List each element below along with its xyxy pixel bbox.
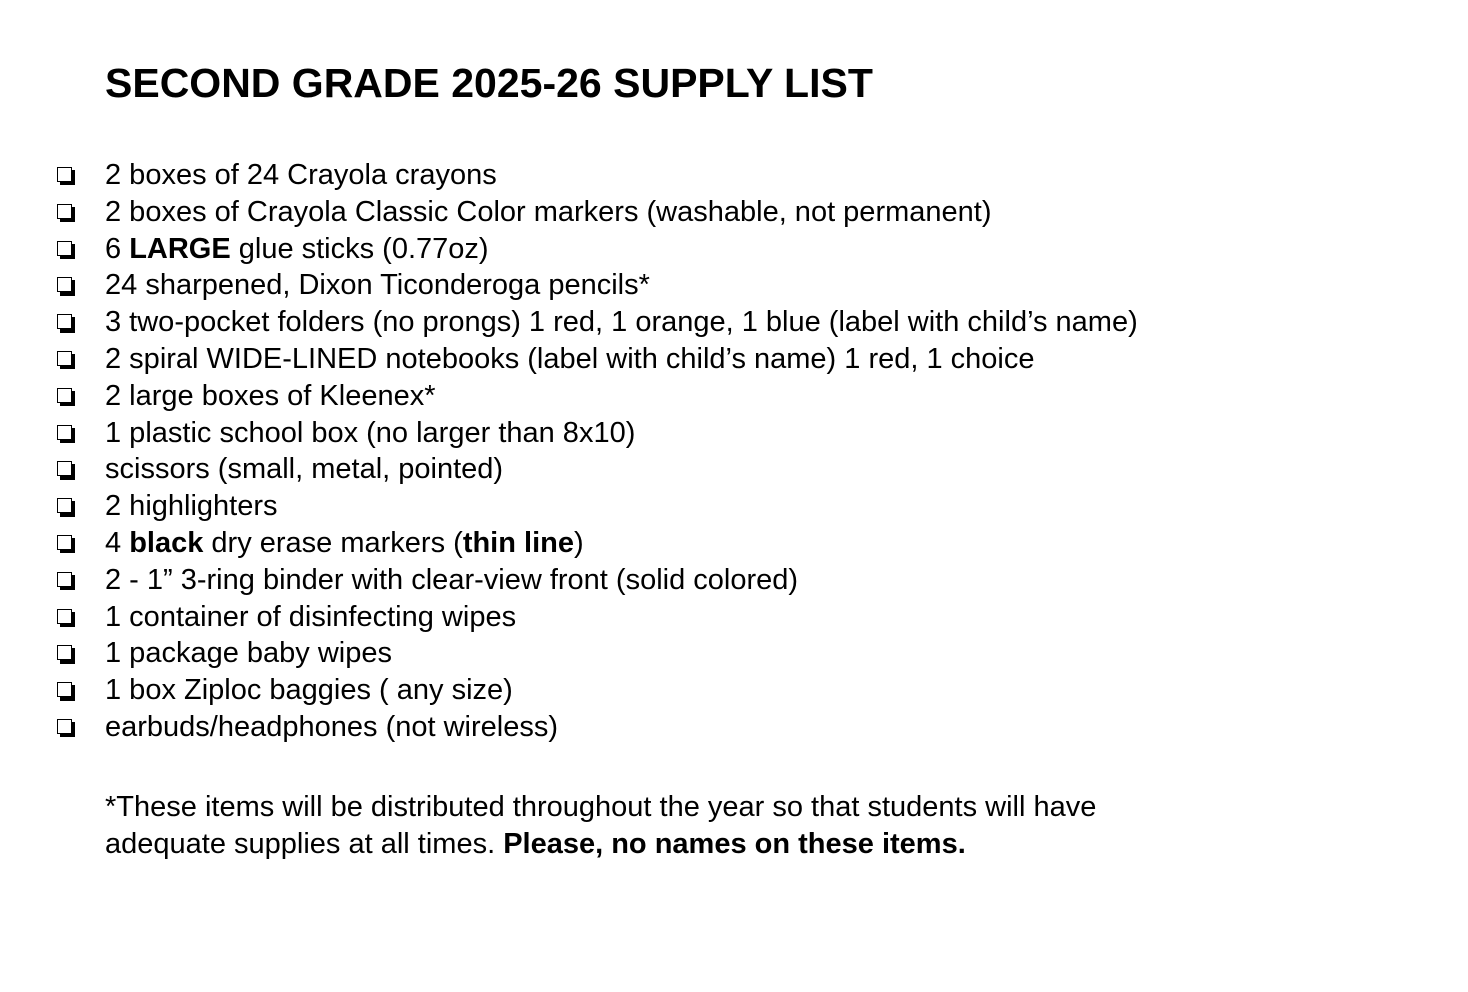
checkbox-icon[interactable] — [57, 167, 77, 187]
checkbox-icon[interactable] — [57, 241, 77, 261]
checklist-item-label — [105, 157, 497, 194]
checkbox-icon[interactable] — [57, 351, 77, 371]
checklist-item-label — [105, 672, 513, 709]
item-text-segment: 2 spiral WIDE-LINED notebooks (label with child’s name) 1 red, 1 choice — [105, 342, 1035, 375]
item-text-segment: glue sticks (0.77oz) — [230, 232, 489, 265]
item-text-segment: 4 — [105, 526, 130, 559]
footnote-line-2-text: adequate supplies at all times. — [105, 828, 504, 860]
item-text-segment: 2 - 1” 3-ring binder with clear-view front (solid colored) — [105, 563, 799, 596]
checklist-item-label — [105, 415, 635, 452]
item-text-segment: 2 boxes of Crayola Classic Color markers (washable, not permanent) — [105, 195, 992, 228]
item-text-segment: earbuds/headphones (not wireless) — [105, 710, 558, 743]
footnote-line-2 — [105, 826, 1305, 863]
checklist-item-label — [105, 562, 798, 599]
item-text-segment: 3 two-pocket folders (no prongs) 1 red, 1 orange, 1 blue (label with child’s name) — [105, 306, 1138, 339]
emphasis-text: LARGE — [129, 232, 231, 265]
checklist-item-label — [105, 525, 584, 562]
checkbox-icon[interactable] — [57, 682, 77, 702]
checklist-item-label — [105, 709, 558, 746]
checklist-item-label — [105, 341, 1035, 378]
item-text-segment: 2 highlighters — [105, 490, 278, 523]
checklist-item-label — [105, 304, 1138, 341]
item-text-segment: 1 plastic school box (no larger than 8x10) — [105, 416, 636, 449]
checkbox-icon[interactable] — [57, 572, 77, 592]
checkbox-icon[interactable] — [57, 719, 77, 739]
item-text-segment: ) — [573, 526, 584, 559]
emphasis-text: thin line — [462, 526, 574, 559]
page-title: SECOND GRADE 2025-26 SUPPLY LIST — [105, 60, 873, 106]
item-text-segment: dry erase markers ( — [203, 526, 463, 559]
checkbox-icon[interactable] — [57, 388, 77, 408]
footnote — [105, 789, 1305, 863]
checklist-item-label — [105, 231, 489, 268]
item-text-segment: 2 large boxes of Kleenex* — [105, 379, 436, 412]
checkbox-icon[interactable] — [57, 425, 77, 445]
checklist-item-label — [105, 635, 392, 672]
checkbox-icon[interactable] — [57, 645, 77, 665]
emphasis-text: black — [129, 526, 204, 559]
item-text-segment: 1 package baby wipes — [105, 637, 392, 670]
checkbox-icon[interactable] — [57, 314, 77, 334]
checklist-item-label — [105, 488, 278, 525]
checklist-item-label — [105, 599, 516, 636]
checkbox-icon[interactable] — [57, 498, 77, 518]
item-text-segment: 1 box Ziploc baggies ( any size) — [105, 674, 513, 707]
item-text-segment: 24 sharpened, Dixon Ticonderoga pencils* — [105, 269, 650, 302]
checkbox-icon[interactable] — [57, 461, 77, 481]
checkbox-icon[interactable] — [57, 609, 77, 629]
item-text-segment: 2 boxes of 24 Crayola crayons — [105, 159, 497, 191]
item-text-segment: 1 container of disinfecting wipes — [105, 600, 517, 633]
checkbox-icon[interactable] — [57, 535, 77, 555]
checkbox-icon[interactable] — [57, 277, 77, 297]
footnote-line-1: *These items will be distributed throughout the year so that students will have — [105, 791, 1097, 823]
item-text-segment: 6 — [105, 232, 130, 265]
item-text-segment: scissors (small, metal, pointed) — [105, 453, 504, 486]
checklist-item-label — [105, 378, 436, 415]
checklist-item-label — [105, 451, 503, 488]
checklist-item-label — [105, 194, 991, 231]
checkbox-icon[interactable] — [57, 204, 77, 224]
footnote-emphasis: Please, no names on these items. — [503, 828, 966, 860]
checklist-item-label — [105, 267, 650, 304]
